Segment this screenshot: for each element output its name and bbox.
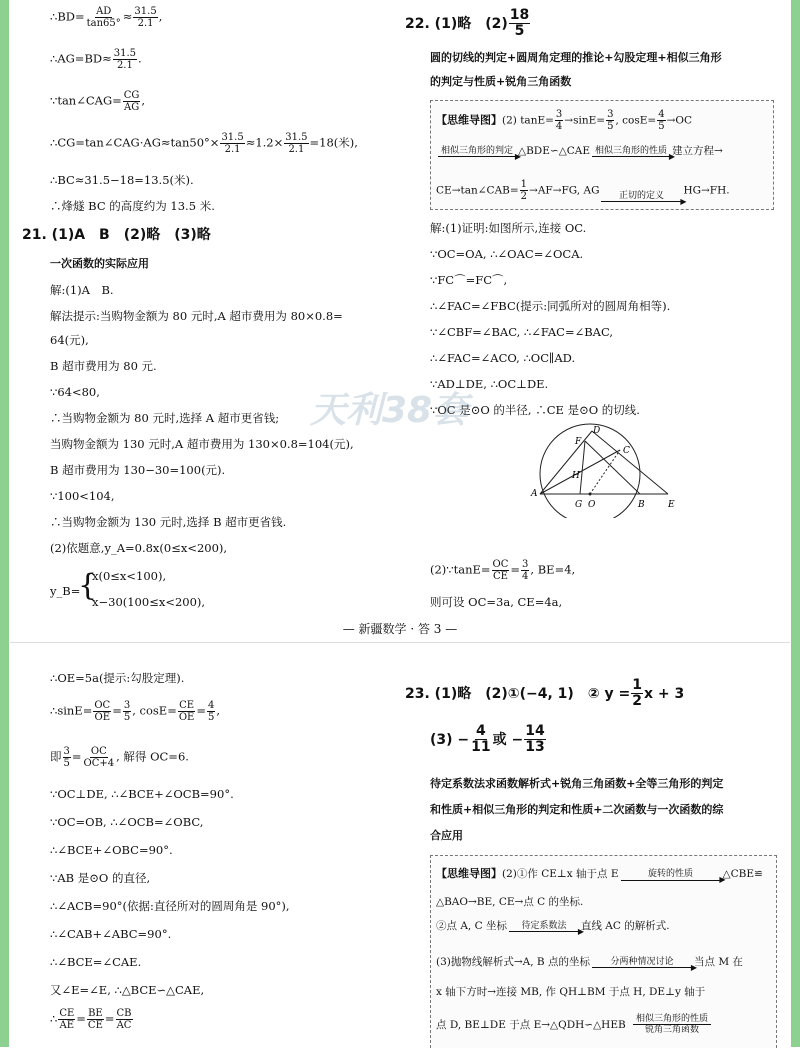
bl-line: ∴∠CAB+∠ABC=90°. bbox=[50, 927, 172, 941]
q22-proof-line: ∴∠FAC=∠FBC(提示:同弧所对的圆周角相等). bbox=[430, 299, 671, 313]
bottom-left-column bbox=[50, 650, 390, 1047]
q22-proof-line: 解:(1)证明:如图所示,连接 OC. bbox=[430, 221, 587, 235]
bl-line: ∴∠BCE=∠CAE. bbox=[50, 955, 142, 969]
label-F: F bbox=[575, 437, 582, 447]
label-C: C bbox=[623, 446, 630, 456]
label-A: A bbox=[531, 489, 538, 499]
page-footer: — 新疆数学 · 答 3 — bbox=[342, 622, 458, 636]
label-O: O bbox=[588, 500, 596, 510]
brace: { bbox=[78, 568, 98, 603]
q22-proof-line: ∵OC 是⊙O 的半径, ∴CE 是⊙O 的切线. bbox=[430, 403, 640, 417]
q21-line: (2)依题意,y_A=0.8x(0≤x<200), bbox=[50, 541, 228, 555]
q22-mindmap-box bbox=[430, 100, 774, 210]
bd-line: ∴BD= $\frac{AD}{\tan 65^\circ}$ ≈ $\frac{31.5}{2.1}$ , bbox=[50, 6, 163, 29]
mindmap-line-3: CE→tan∠CAB= $\frac{1}{2}$ →AF→FG, AG 正切的定义 ▶ HG→FH. bbox=[436, 179, 730, 206]
mindmap-line-2: 相似三角形的判定 ▶ △BDE∽△CAE 相似三角形的性质 ▶ 建立方程→ bbox=[436, 145, 723, 157]
q22-part2-line2: 则可设 OC=3a, CE=4a, bbox=[430, 595, 563, 609]
label-D: D bbox=[593, 426, 601, 436]
q22-section bbox=[405, 0, 785, 615]
q23-knowledge: 合应用 bbox=[430, 829, 463, 842]
answer-line: ∴烽燧 BC 的高度约为 13.5 米. bbox=[50, 199, 215, 213]
page-divider bbox=[10, 642, 790, 643]
q21-line: B 超市费用为 130−30=100(元). bbox=[50, 463, 226, 477]
bl-line: ∵OC⊥DE, ∴∠BCE+∠OCB=90°. bbox=[50, 787, 234, 801]
oe-line: ∴OE=5a(提示:勾股定理). bbox=[50, 671, 185, 685]
q22-proof-line: ∵FC⌒=FC⌒, bbox=[430, 273, 508, 287]
q23-knowledge: 待定系数法求函数解析式+锐角三角函数+全等三角形的判定 bbox=[430, 777, 724, 790]
q23-mm-line-1: 【思维导图】(2)①作 CE⊥x 轴于点 E 旋转的性质 ▶ △CBE≌ bbox=[436, 867, 763, 885]
q22-proof-line: ∵OC=OA, ∴∠OAC=∠OCA. bbox=[430, 247, 584, 261]
label-H: H bbox=[572, 471, 580, 481]
q22-proof-line: ∴∠FAC=∠ACO, ∴OC∥AD. bbox=[430, 351, 576, 365]
q21-line: 当购物金额为 130 元时,A 超市费用为 130×0.8=104(元), bbox=[50, 437, 354, 451]
q22-knowledge-1: 圆的切线的判定+圆周角定理的推论+勾股定理+相似三角形 bbox=[430, 51, 722, 64]
q23-mm-line-4: (3)抛物线解析式→A, B 点的坐标 分两种情况讨论 ▶ 当点 M 在 bbox=[436, 956, 743, 972]
q22-proof-line: ∵AD⊥DE, ∴OC⊥DE. bbox=[430, 377, 549, 391]
ratio-line: ∴ $\frac{CE}{AE}$ = $\frac{BE}{CE}$ = $\frac{CB}{AC}$ bbox=[50, 1008, 132, 1031]
label-E: E bbox=[668, 500, 675, 510]
svg-text:天利38套: 天利38套 bbox=[310, 390, 469, 431]
watermark-logo bbox=[300, 372, 500, 452]
q21-line: ∴当购物金额为 80 元时,选择 A 超市更省钱; bbox=[50, 411, 280, 425]
bl-line: ∴∠ACB=90°(依据:直径所对的圆周角是 90°), bbox=[50, 899, 290, 913]
bl-line: 又∠E=∠E, ∴△BCE∽△CAE, bbox=[50, 983, 205, 997]
q22-part2-line: (2)∵tanE= $\frac{OC}{CE}$ = $\frac{3}{4}$ , BE=4, bbox=[430, 559, 576, 582]
bc-line: ∴BC≈31.5−18=13.5(米). bbox=[50, 173, 194, 187]
q23-mm-line-6: 点 D, BE⊥DE 于点 E→△QDH∽△HEB 相似三角形的性质 锐角三角函数 bbox=[436, 1014, 711, 1036]
q22-heading: 22. (1)略 (2) $\frac{18}{5}$ bbox=[405, 7, 530, 40]
yb-case-2: x−30(100≤x<200), bbox=[92, 595, 206, 609]
bl-line: ∴∠BCE+∠OBC=90°. bbox=[50, 843, 173, 857]
q21-line: ∵100<104, bbox=[50, 489, 115, 503]
ag-line: ∴AG=BD≈ $\frac{31.5}{2.1}$ . bbox=[50, 48, 142, 71]
q21-line: ∵64<80, bbox=[50, 385, 100, 399]
q21-line: 解法提示:当购物金额为 80 元时,A 超市费用为 80×0.8= bbox=[50, 309, 343, 323]
left-edge-bar bbox=[0, 0, 9, 1047]
solve-oc-line: 即 $\frac{3}{5}$ = $\frac{OC}{OC+4}$ , 解得 OC=6. bbox=[50, 746, 189, 769]
q22-knowledge-2: 的判定与性质+锐角三角函数 bbox=[430, 75, 572, 88]
label-B: B bbox=[638, 500, 645, 510]
q21-knowledge: 一次函数的实际应用 bbox=[50, 257, 149, 270]
q23-mm-line-5: x 轴下方时→连接 MB, 作 QH⊥BM 于点 H, DE⊥y 轴于 bbox=[436, 986, 706, 998]
q21-line: ∴当购物金额为 130 元时,选择 B 超市更省钱. bbox=[50, 515, 287, 529]
q23-heading: 23. (1)略 (2)①(−4, 1) ② y = $\frac{1}{2}$ x + 3 bbox=[405, 677, 685, 710]
q21-line: 64(元), bbox=[50, 333, 89, 347]
sin-cos-line: ∴sinE= $\frac{OC}{OE}$ = $\frac{3}{5}$ , cosE= $\frac{CE}{OE}$ = $\frac{4}{5}$ , bbox=[50, 700, 220, 723]
tan-line: ∵tan∠CAG= $\frac{CG}{AG}$ , bbox=[50, 90, 146, 113]
yb-case-1: x(0≤x<100), bbox=[92, 569, 167, 583]
q23-section bbox=[405, 650, 785, 1047]
mindmap-line-1: 【思维导图】(2) tanE= $\frac{3}{4}$ →sinE= $\frac{3}{5}$ , cosE= $\frac{4}{5}$ →OC bbox=[436, 109, 693, 132]
top-left-column bbox=[22, 0, 390, 615]
q23-mm-line-3: ②点 A, C 坐标 待定系数法 ▶ 直线 AC 的解析式. bbox=[436, 920, 670, 936]
q23-part3-answer: (3) − $\frac{4}{11}$ 或 − $\frac{14}{13}$ bbox=[430, 723, 545, 756]
label-G: G bbox=[575, 500, 583, 510]
q22-proof-line: ∵∠CBF=∠BAC, ∴∠FAC=∠BAC, bbox=[430, 325, 614, 339]
cg-line: ∴CG=tan∠CAG·AG≈tan50°× $\frac{31.5}{2.1}$ ≈1.2× $\frac{31.5}{2.1}$ =18(米), bbox=[50, 132, 358, 155]
right-edge-bar bbox=[791, 0, 800, 1047]
yb-label: y_B= bbox=[50, 584, 81, 598]
q21-line: B 超市费用为 80 元. bbox=[50, 359, 157, 373]
bl-line: ∵AB 是⊙O 的直径, bbox=[50, 871, 151, 885]
q21-heading: 21. (1)A B (2)略 (3)略 bbox=[22, 227, 211, 243]
q23-mm-line-2: △BAO→BE, CE→点 C 的坐标. bbox=[436, 896, 584, 908]
q23-mm-double-arrow: 相似三角形的性质 锐角三角函数 bbox=[633, 1014, 711, 1036]
circle-geometry-figure bbox=[530, 423, 680, 518]
q23-knowledge: 和性质+相似三角形的判定和性质+二次函数与一次函数的综 bbox=[430, 803, 724, 816]
q23-mindmap-box bbox=[430, 855, 777, 1048]
q21-jie: 解:(1)A B. bbox=[50, 283, 114, 297]
bl-line: ∵OC=OB, ∴∠OCB=∠OBC, bbox=[50, 815, 204, 829]
